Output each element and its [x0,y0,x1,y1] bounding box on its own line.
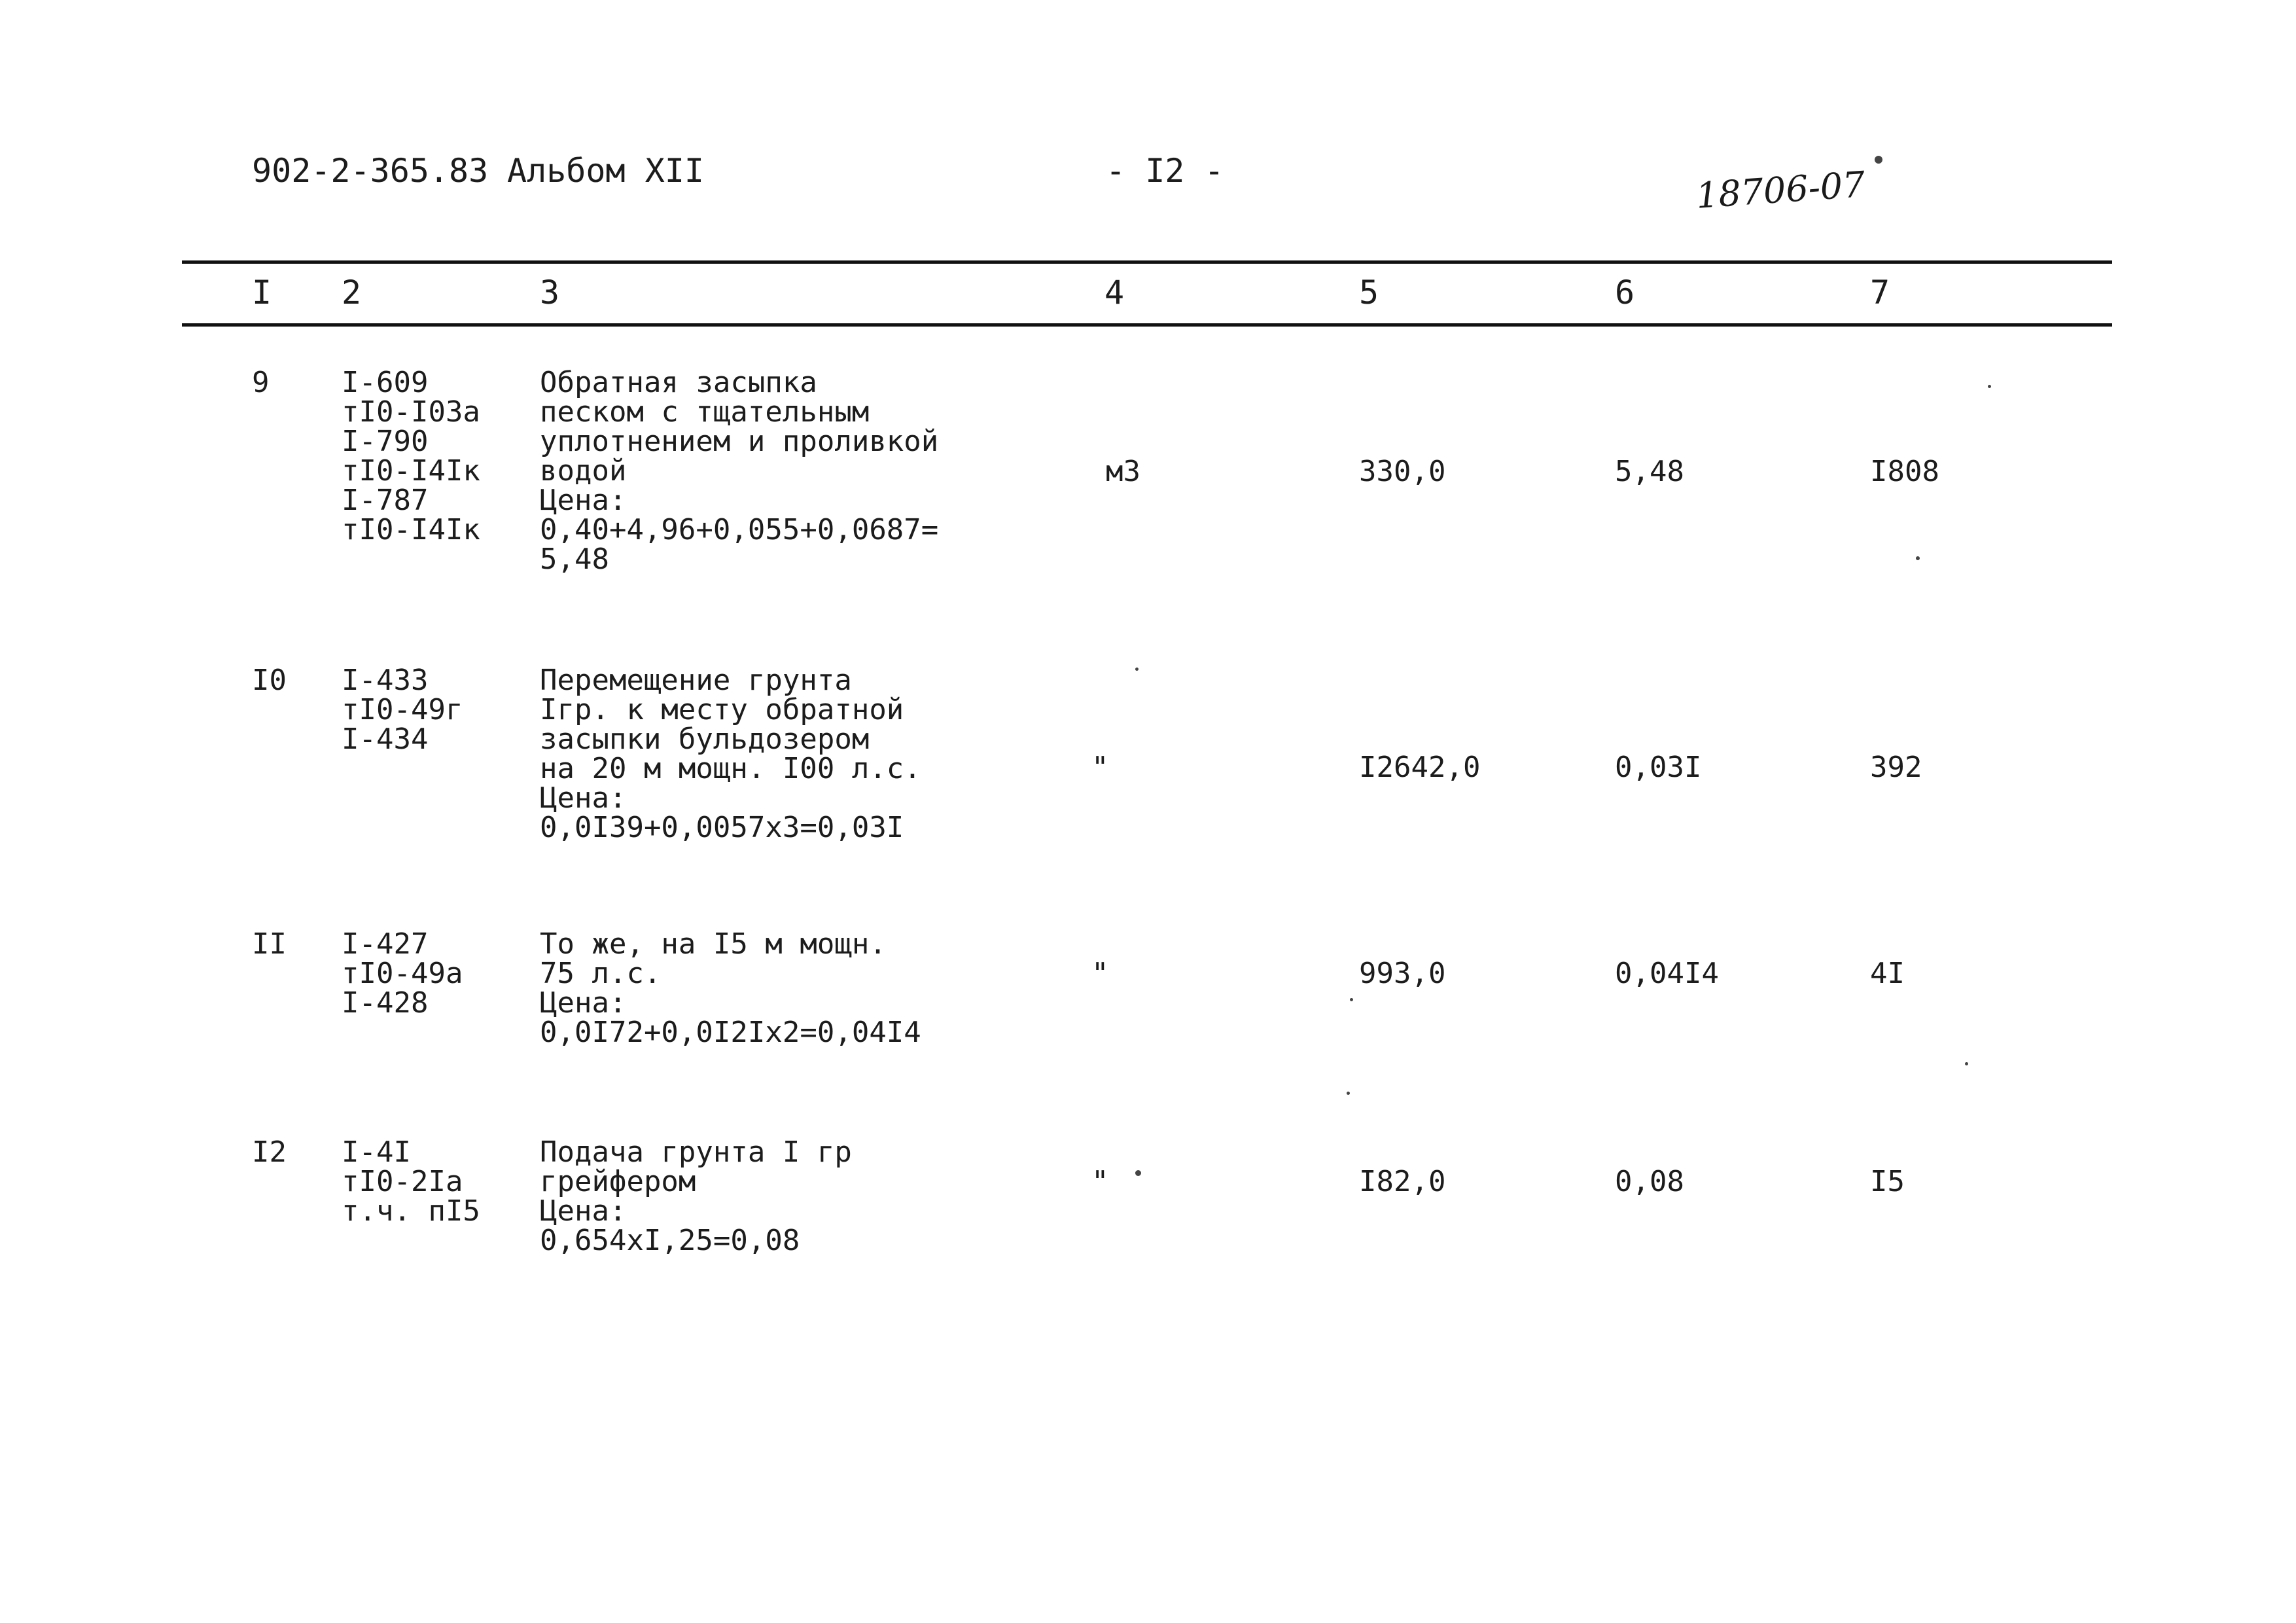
unit: " [1091,751,1109,784]
total-cost: I5 [1870,1165,1905,1198]
document-code: 902-2-365.83 [252,152,489,190]
total-cost: 4I [1870,957,1905,990]
scan-speck [1916,556,1920,560]
unit: " [1091,1165,1109,1198]
norm-codes: I-609 тI0-I03a I-790 тI0-I4Iк I-787 тI0-I4Iк [342,366,480,546]
column-header-4: 4 [1104,274,1125,312]
page-number: - I2 - [1106,152,1224,190]
column-header-7: 7 [1870,274,1890,312]
unit-price: 5,48 [1615,455,1684,488]
album-title: Альбом XII [507,152,705,190]
column-header-6: 6 [1615,274,1635,312]
scan-speck [1875,156,1882,164]
unit-price: 0,03I [1615,751,1702,784]
unit-price: 0,08 [1615,1165,1684,1198]
work-description: То же, на I5 м мощн. 75 л.с. Цена: 0,0I72+0,0I2Ix2=0,04I4 [540,927,921,1049]
unit: " [1091,957,1109,990]
work-description: Обратная засыпка песком с тщательным уплотнением и проливкой водой Цена: 0,40+4,96+0,055+0,0687= 5,48 [540,366,939,576]
column-header-5: 5 [1359,274,1379,312]
scan-speck [1135,668,1139,671]
row-number: 9 [252,366,270,399]
quantity: I2642,0 [1359,751,1481,784]
table-header-rule [182,323,2112,327]
work-description: Подача грунта I гр грейфером Цена: 0,654xI,25=0,08 [540,1135,852,1257]
row-number: I0 [252,664,287,697]
unit-price: 0,04I4 [1615,957,1719,990]
table-top-rule [182,260,2112,264]
scan-speck [1988,385,1991,388]
unit: м3 [1106,455,1140,488]
norm-codes: I-4I тI0-2Ia т.ч. пI5 [342,1135,480,1228]
column-header-1: I [252,274,272,312]
scan-speck [1965,1062,1968,1065]
scan-speck [1350,998,1353,1001]
quantity: 330,0 [1359,455,1446,488]
norm-codes: I-427 тI0-49a I-428 [342,927,463,1020]
total-cost: 392 [1870,751,1922,784]
work-description: Перемещение грунта Iгр. к месту обратной засыпки бульдозером на 20 м мощн. I00 л.с. Цена: 0,0I39+0,0057x3=0,03I [540,664,921,844]
row-number: II [252,927,287,961]
column-header-2: 2 [342,274,362,312]
row-number: I2 [252,1135,287,1169]
handwritten-registration-number: 18706-07 [1695,163,1867,217]
scan-speck [1347,1092,1350,1095]
total-cost: I808 [1870,455,1939,488]
column-header-3: 3 [540,274,560,312]
quantity: I82,0 [1359,1165,1446,1198]
scan-speck [1135,1170,1141,1176]
quantity: 993,0 [1359,957,1446,990]
norm-codes: I-433 тI0-49г I-434 [342,664,463,756]
